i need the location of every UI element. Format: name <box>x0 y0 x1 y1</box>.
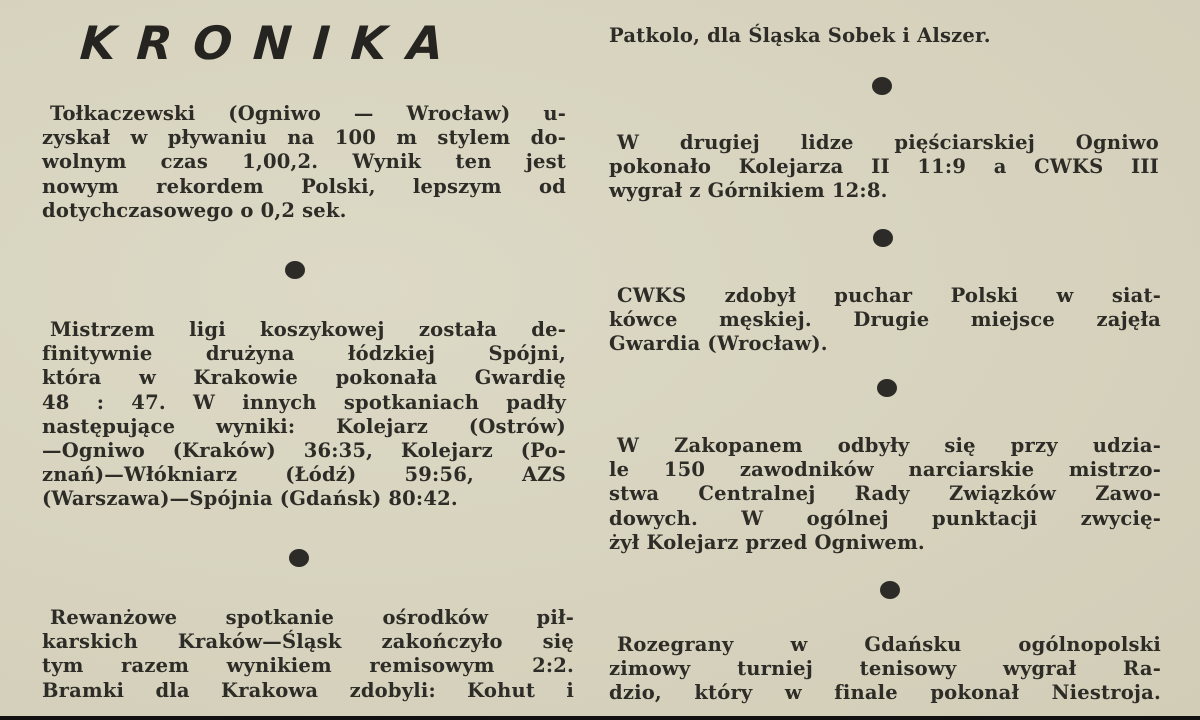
text-line: wygrał z Górnikiem 12:8. <box>609 179 888 203</box>
news-item-tennis-tournament <box>609 633 1161 706</box>
text-line: wolnym czas 1,00,2. Wynik ten jest <box>42 150 566 174</box>
bullet-dot-icon <box>285 261 305 279</box>
news-item-skiing-championship <box>609 434 1161 555</box>
text-line: nowym rekordem Polski, lepszym od <box>42 174 566 198</box>
news-item-football-rematch <box>42 606 574 703</box>
text-line: Tołkaczewski (Ogniwo — Wrocław) u- <box>50 102 566 125</box>
text-line: następujące wyniki: Kolejarz (Ostrów) <box>42 414 566 438</box>
text-line: stwa Centralnej Rady Związków Zawo- <box>609 482 1161 506</box>
text-line: Bramki dla Krakowa zdobyli: Kohut i <box>42 678 574 702</box>
text-line: żył Kolejarz przed Ogniwem. <box>609 530 925 554</box>
news-item-football-scorers-cont <box>609 24 1109 48</box>
page-bottom-border <box>0 716 1200 720</box>
text-line: która w Krakowie pokonała Gwardię <box>42 366 566 390</box>
text-line: (Warszawa)—Spójnia (Gdańsk) 80:42. <box>42 487 458 511</box>
news-item-swimming-record <box>42 102 566 223</box>
bullet-dot-icon <box>877 379 897 397</box>
text-line: Rozegrany w Gdańsku ogólnopolski <box>617 633 1161 656</box>
news-item-volleyball-cup <box>609 284 1161 357</box>
text-line: znań)—Włókniarz (Łódź) 59:56, AZS <box>42 463 566 487</box>
text-line: Mistrzem ligi koszykowej została de- <box>50 318 566 341</box>
text-line: W Zakopanem odbyły się przy udzia- <box>617 434 1161 457</box>
bullet-dot-icon <box>880 581 900 599</box>
bullet-dot-icon <box>872 77 892 95</box>
text-line: finitywnie drużyna łódzkiej Spójni, <box>42 342 566 366</box>
text-line: dzio, który w finale pokonał Niestroja. <box>609 681 1161 705</box>
text-line: zimowy turniej tenisowy wygrał Ra- <box>609 657 1161 681</box>
text-line: zyskał w pływaniu na 100 m stylem do- <box>42 126 566 150</box>
text-line: Rewanżowe spotkanie ośrodków pił- <box>50 606 574 629</box>
text-line: tym razem wynikiem remisowym 2:2. <box>42 654 574 678</box>
text-line: le 150 zawodników narciarskie mistrzo- <box>609 458 1161 482</box>
news-item-basketball-league <box>42 318 566 512</box>
text-line: pokonało Kolejarza II 11:9 a CWKS III <box>609 155 1159 179</box>
page-title: KRONIKA <box>78 16 467 70</box>
text-line: Gwardia (Wrocław). <box>609 332 828 356</box>
bullet-dot-icon <box>873 229 893 247</box>
text-line: 48 : 47. W innych spotkaniach padły <box>42 390 566 414</box>
text-line: CWKS zdobył puchar Polski w siat- <box>617 284 1161 307</box>
text-line: dotychczasowego o 0,2 sek. <box>42 198 347 222</box>
news-item-boxing-league <box>609 131 1159 204</box>
text-line: dowych. W ogólnej punktacji zwycię- <box>609 506 1161 530</box>
text-line: kówce męskiej. Drugie miejsce zajęła <box>609 308 1161 332</box>
text-line: W drugiej lidze pięściarskiej Ogniwo <box>617 131 1159 154</box>
text-line: —Ogniwo (Kraków) 36:35, Kolejarz (Po- <box>42 439 566 463</box>
text-line: Patkolo, dla Śląska Sobek i Alszer. <box>609 24 991 47</box>
text-line: karskich Kraków—Śląsk zakończyło się <box>42 630 574 654</box>
bullet-dot-icon <box>289 549 309 567</box>
